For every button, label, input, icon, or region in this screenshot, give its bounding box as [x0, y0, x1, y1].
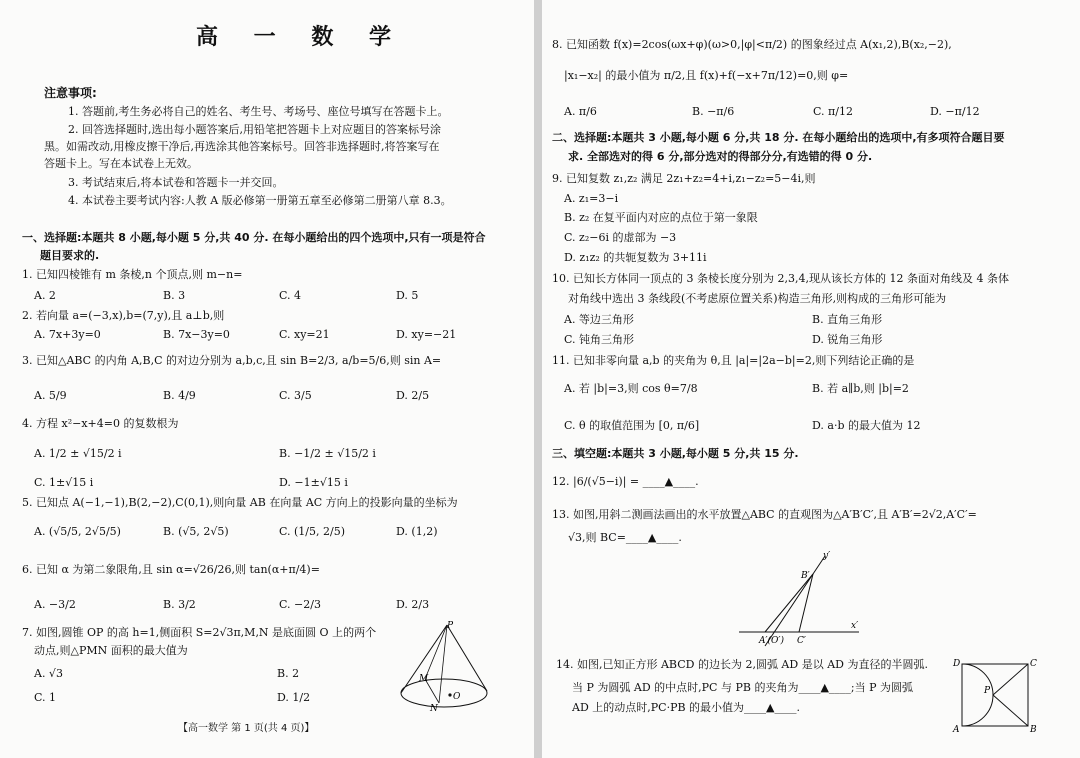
notice-line: 黑。如需改动,用橡皮擦干净后,再选涂其他答案标号。回答非选择题时,将答案写在: [44, 140, 440, 153]
question-stem: 13. 如图,用斜二测画法画出的水平放置△ABC 的直观图为△A′B′C′,且 A′B′=2√2,A′C′=: [552, 508, 977, 521]
option-c: C. π/12: [813, 105, 853, 118]
option-a: A. 2: [34, 289, 56, 302]
option-b: B. 若 a∥b,则 |b|=2: [812, 382, 909, 395]
question-stem: 9. 已知复数 z₁,z₂ 满足 2z₁+z₂=4+i,z₁−z₂=5−4i,则: [552, 172, 816, 185]
option-d: D. 锐角三角形: [812, 333, 883, 346]
section-heading: 三、填空题:本题共 3 小题,每小题 5 分,共 15 分.: [552, 447, 799, 460]
option-c: C. (1/5, 2/5): [279, 525, 345, 538]
label-x: x′: [851, 621, 859, 631]
label-a: A′(O′): [759, 636, 784, 646]
label-n: N: [430, 704, 438, 714]
option-d: D. −π/12: [930, 105, 980, 118]
exam-page-1: [0, 0, 534, 758]
option-c: C. xy=21: [279, 328, 330, 341]
option-b: B. (√5, 2√5): [163, 525, 229, 538]
section-heading: 一、选择题:本题共 8 小题,每小题 5 分,共 40 分. 在每小题给出的四个选项中,只有一项是符合: [22, 231, 486, 244]
question-stem: 动点,则△PMN 面积的最大值为: [34, 644, 188, 657]
label-a: A: [953, 725, 960, 735]
question-stem: 2. 若向量 a=(−3,x),b=(7,y),且 a⊥b,则: [22, 309, 225, 322]
question-stem: 6. 已知 α 为第二象限角,且 sin α=√26/26,则 tan(α+π/4)=: [22, 563, 320, 576]
question-stem: √3,则 BC=____▲____.: [568, 531, 682, 544]
question-stem: 当 P 为圆弧 AD 的中点时,PC 与 PB 的夹角为____▲____;当 P 为圆弧: [572, 681, 913, 694]
page-title: 高 一 数 学: [196, 25, 405, 50]
exam-page-2: [542, 0, 1080, 758]
cone-edge: [439, 625, 447, 703]
option-c: C. 1: [34, 691, 57, 704]
option-c: C. 1±√15 i: [34, 476, 94, 489]
option-b: B. 7x−3y=0: [163, 328, 230, 341]
option-b: B. 4/9: [163, 389, 196, 402]
section-heading: 求. 全部选对的得 6 分,部分选对的得部分分,有选错的得 0 分.: [568, 150, 873, 163]
page-gutter: [534, 0, 542, 758]
option-d: D. xy=−21: [396, 328, 457, 341]
option-a: A. √3: [34, 667, 63, 680]
option-d: D. (1,2): [396, 525, 438, 538]
question-stem: 对角线中选出 3 条线段(不考虑原位置关系)构造三角形,则构成的三角形可能为: [568, 292, 947, 305]
label-b: B: [1030, 725, 1037, 735]
question-stem: 14. 如图,已知正方形 ABCD 的边长为 2,圆弧 AD 是以 AD 为直径的半圆弧.: [556, 658, 928, 671]
notice-line: 1. 答题前,考生务必将自己的姓名、考生号、考场号、座位号填写在答题卡上。: [68, 105, 449, 118]
oblique-triangle-figure: [737, 548, 867, 648]
option-a: A. (√5/5, 2√5/5): [34, 525, 121, 538]
label-p: P: [447, 621, 454, 631]
option-c: C. 4: [279, 289, 302, 302]
cone-center-dot: [448, 693, 451, 696]
option-a: A. z₁=3−i: [564, 192, 619, 205]
option-d: D. z₁z₂ 的共轭复数为 3+11i: [564, 251, 707, 264]
question-stem: 12. |6/(√5−i)| = ____▲____.: [552, 475, 699, 488]
option-d: D. 1/2: [277, 691, 311, 704]
option-a: A. 7x+3y=0: [34, 328, 101, 341]
option-c: C. −2/3: [279, 598, 321, 611]
notice-heading: 注意事项:: [44, 86, 97, 100]
label-b: B′: [801, 571, 810, 581]
option-a: A. −3/2: [34, 598, 76, 611]
option-b: B. 直角三角形: [812, 313, 883, 326]
question-stem: 5. 已知点 A(−1,−1),B(2,−2),C(0,1),则向量 AB 在向量 AC 方向上的投影向量的坐标为: [22, 496, 458, 509]
option-d: D. a·b 的最大值为 12: [812, 419, 921, 432]
label-d: D: [953, 659, 961, 669]
notice-line: 2. 回答选择题时,选出每小题答案后,用铅笔把答题卡上对应题目的答案标号涂: [68, 123, 441, 136]
notice-line: 4. 本试卷主要考试内容:人教 A 版必修第一册第五章至必修第二册第八章 8.3。: [68, 194, 452, 207]
option-a: A. 等边三角形: [564, 313, 634, 326]
option-b: B. 3: [163, 289, 186, 302]
square-arc-figure: [950, 656, 1035, 734]
option-a: A. π/6: [564, 105, 597, 118]
label-y: y′: [823, 551, 831, 561]
option-c: C. 钝角三角形: [564, 333, 635, 346]
option-b: B. z₂ 在复平面内对应的点位于第一象限: [564, 211, 758, 224]
question-stem: AD 上的动点时,PC·PB 的最小值为____▲____.: [572, 701, 801, 714]
option-a: A. 5/9: [34, 389, 67, 402]
segment-pc: [993, 664, 1028, 695]
option-d: D. 5: [396, 289, 419, 302]
option-b: B. −π/6: [692, 105, 735, 118]
option-d: D. 2/3: [396, 598, 430, 611]
label-c: C′: [797, 636, 806, 646]
cone-figure: [395, 617, 495, 717]
section-heading: 题目要求的.: [40, 249, 100, 262]
question-stem: 4. 方程 x²−x+4=0 的复数根为: [22, 417, 179, 430]
option-c: C. θ 的取值范围为 [0, π/6]: [564, 419, 700, 432]
question-stem: 1. 已知四棱锥有 m 条棱,n 个顶点,则 m−n=: [22, 268, 243, 281]
question-stem: 11. 已知非零向量 a,b 的夹角为 θ,且 |a|=|2a−b|=2,则下列结论正确的是: [552, 354, 915, 367]
option-d: D. 2/5: [396, 389, 430, 402]
option-c: C. 3/5: [279, 389, 312, 402]
segment-pb: [993, 695, 1028, 726]
option-c: C. z₂−6i 的虚部为 −3: [564, 231, 677, 244]
option-b: B. 2: [277, 667, 300, 680]
section-heading: 二、选择题:本题共 3 小题,每小题 6 分,共 18 分. 在每小题给出的选项中,有多项符合题目要: [552, 131, 1005, 144]
option-b: B. −1/2 ± √15/2 i: [279, 447, 376, 460]
question-stem: 3. 已知△ABC 的内角 A,B,C 的对边分别为 a,b,c,且 sin B=2/3, a/b=5/6,则 sin A=: [22, 354, 442, 367]
question-stem: 8. 已知函数 f(x)=2cos(ωx+φ)(ω>0,|φ|<π/2) 的图象经过点 A(x₁,2),B(x₂,−2),: [552, 38, 952, 51]
question-stem: 7. 如图,圆锥 OP 的高 h=1,侧面积 S=2√3π,M,N 是底面圆 O 上的两个: [22, 626, 377, 639]
option-b: B. 3/2: [163, 598, 196, 611]
cone-base: [401, 679, 487, 707]
question-stem: |x₁−x₂| 的最小值为 π/2,且 f(x)+f(−x+7π/12)=0,则 φ=: [564, 69, 849, 82]
question-stem: 10. 已知长方体同一顶点的 3 条棱长度分别为 2,3,4,现从该长方体的 12 条面对角线及 4 条体: [552, 272, 1009, 285]
option-d: D. −1±√15 i: [279, 476, 348, 489]
label-o: O: [453, 692, 461, 702]
option-a: A. 若 |b|=3,则 cos θ=7/8: [564, 382, 698, 395]
option-a: A. 1/2 ± √15/2 i: [34, 447, 122, 460]
notice-line: 答题卡上。写在本试卷上无效。: [44, 157, 198, 170]
label-m: M: [419, 674, 429, 684]
label-c: C: [1030, 659, 1037, 669]
notice-line: 3. 考试结束后,将本试卷和答题卡一并交回。: [68, 176, 284, 189]
page-footer: 【高一数学 第 1 页(共 4 页)】: [178, 723, 315, 734]
label-p: P: [984, 686, 991, 696]
